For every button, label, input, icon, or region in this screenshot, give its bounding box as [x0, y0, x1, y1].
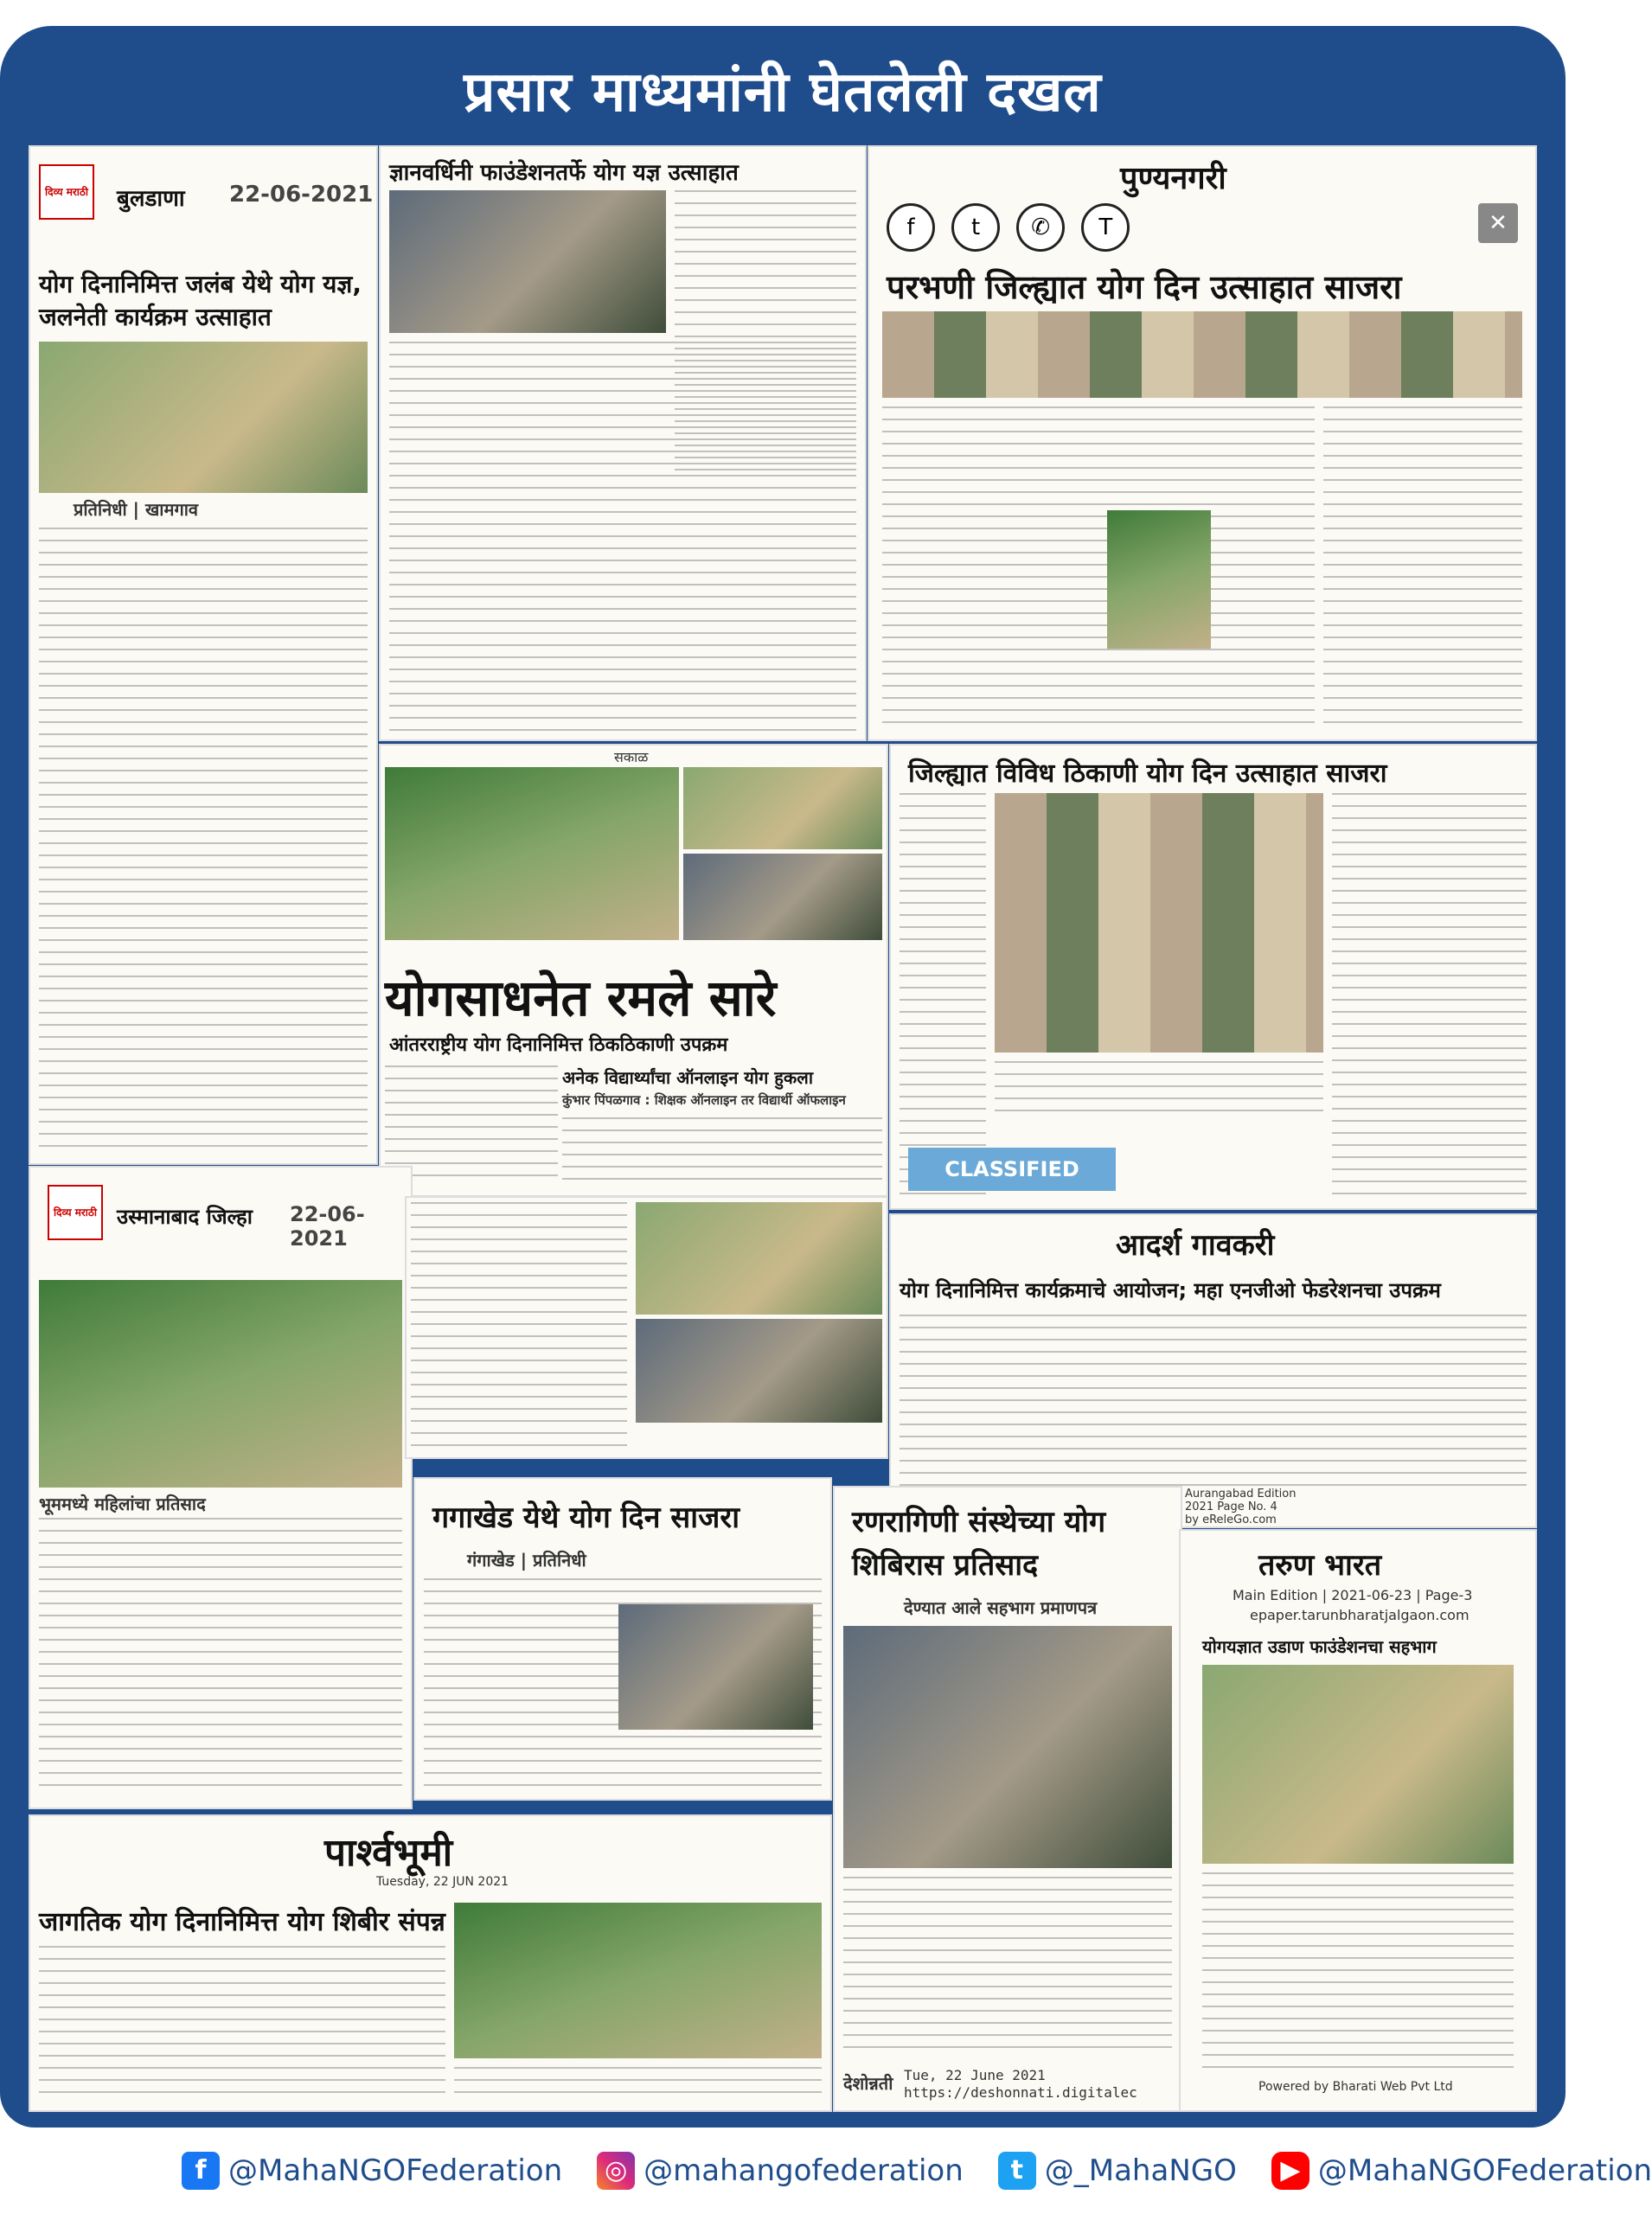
- clip9-brand: देशोन्नती: [843, 2073, 893, 2094]
- clip4b-body: [411, 1202, 627, 1453]
- clip4-photo-1: [385, 767, 679, 940]
- clip10-headline: योगयज्ञात उडाण फाउंडेशनचा सहभाग: [1202, 1636, 1437, 1657]
- clipping-gangakhed: [415, 1479, 830, 1799]
- clip5-body-left: [900, 793, 986, 1200]
- clip9-footer-url[interactable]: https://deshonnati.digitalec: [904, 2084, 1137, 2101]
- clip1-date: 22-06-2021: [229, 182, 374, 208]
- clipping-divya-marathi-buldhana: [30, 147, 376, 1163]
- clip4b-photo-2: [636, 1319, 882, 1423]
- facebook-share-icon[interactable]: f: [887, 203, 935, 252]
- clip9-photo: [843, 1626, 1172, 1868]
- clip7-edition: Aurangabad Edition: [1185, 1488, 1297, 1501]
- clipping-dnyanvardhini: [381, 147, 865, 739]
- clipping-sakal-continued: [407, 1198, 887, 1457]
- clip4-sub2: अनेक विद्यार्थ्यांचा ऑनलाइन योग हुकला: [562, 1067, 814, 1088]
- clip1-location: बुलडाणा: [117, 186, 185, 212]
- facebook-icon[interactable]: f: [182, 2152, 220, 2190]
- clip3-photo-yoga: [1107, 510, 1211, 649]
- clipping-adarsh-gavkari: [891, 1215, 1535, 1526]
- divya-marathi-logo-2: दिव्य मराठी: [48, 1185, 103, 1240]
- text-share-icon[interactable]: T: [1081, 203, 1130, 252]
- youtube-icon[interactable]: ▶: [1271, 2152, 1309, 2190]
- clip4-brand: सकाळ: [614, 749, 649, 765]
- clip6-date: 22-06-2021: [290, 1202, 365, 1251]
- clip9-body-text: [843, 1877, 1172, 2058]
- clip6-byline: भूममध्ये महिलांचा प्रतिसाद: [39, 1494, 206, 1514]
- clip3-share-icons: [887, 203, 1142, 252]
- clip4-body-left: [385, 1065, 558, 1187]
- clip9-subhead: देण्यात आले सहभाग प्रमाणपत्र: [904, 1597, 1098, 1618]
- facebook-handle[interactable]: @MahaNGOFederation: [228, 2153, 563, 2188]
- clip6-body-text: [39, 1518, 402, 1795]
- clip11-photo: [454, 1903, 822, 2058]
- clip9-footer-date: Tue, 22 June 2021: [904, 2067, 1046, 2083]
- divya-marathi-logo: दिव्य मराठी: [39, 164, 94, 220]
- clip5-photo-grid: [995, 793, 1323, 1053]
- clip1-headline: योग दिनानिमित्त जलंब येथे योग यज्ञ, जलनेती कार्यक्रम उत्साहात: [39, 270, 362, 331]
- clip6-photo: [39, 1280, 402, 1488]
- clip10-edition: Main Edition | 2021-06-23 | Page-3: [1233, 1587, 1473, 1603]
- clip8-photo: [618, 1604, 813, 1730]
- clip8-headline: गगाखेड येथे योग दिन साजरा: [432, 1501, 740, 1535]
- clip3-headline: परभणी जिल्ह्यात योग दिन उत्साहात साजरा: [887, 268, 1402, 306]
- youtube-handle[interactable]: @MahaNGOFederation: [1317, 2153, 1652, 2188]
- clip6-location: उस्मानाबाद जिल्हा: [117, 1205, 253, 1229]
- clip10-url[interactable]: epaper.tarunbharatjalgaon.com: [1250, 1607, 1470, 1623]
- clip3-body-text-right: [1323, 406, 1522, 726]
- clip5-classified-banner: CLASSIFIED: [908, 1148, 1116, 1191]
- clip10-body-text: [1202, 1872, 1514, 2071]
- clipping-divya-marathi-osmanabad: [30, 1168, 411, 1808]
- clip11-caption: [454, 2067, 822, 2102]
- clip2-photo: [389, 190, 666, 333]
- clip4b-photo-1: [636, 1202, 882, 1315]
- twitter-handle[interactable]: @_MahaNGO: [1044, 2153, 1237, 2188]
- instagram-icon[interactable]: ◎: [597, 2152, 635, 2190]
- clip3-body-text: [882, 406, 1315, 726]
- clip10-photo: [1202, 1665, 1514, 1864]
- clipping-district-yoga-day: [891, 745, 1535, 1208]
- clip5-body-center: [995, 1061, 1323, 1113]
- page-title: प्रसार माध्यमांनी घेतलेली दखल: [464, 61, 1102, 125]
- clip11-body-text: [39, 1946, 445, 2102]
- clipping-sakal: [381, 745, 887, 1195]
- clip4-body-right: [562, 1117, 882, 1187]
- clipping-parshvabhumi: [30, 1816, 830, 2110]
- instagram-handle[interactable]: @mahangofederation: [644, 2153, 964, 2188]
- clip4-sub2b: कुंभार पिंपळगाव : शिक्षक ऑनलाइन तर विद्यार्थी ऑफलाइन: [562, 1092, 846, 1108]
- clip5-body-right: [1332, 793, 1527, 1200]
- clip4-headline: योगसाधनेत रमले सारे: [385, 969, 777, 1027]
- clipping-punyanagari: [869, 147, 1535, 739]
- clip3-photo-strip: [882, 311, 1522, 398]
- clip4-photo-2: [683, 767, 882, 849]
- twitter-icon[interactable]: t: [998, 2152, 1036, 2190]
- clip1-photo: [39, 342, 368, 493]
- clip5-headline: जिल्ह्यात विविध ठिकाणी योग दिन उत्साहात साजरा: [908, 758, 1387, 789]
- clip7-brand: आदर्श गावकरी: [1116, 1228, 1275, 1263]
- clip2-body-text: [389, 342, 856, 731]
- clip7-body-text: [900, 1315, 1527, 1488]
- clip1-byline: प्रतिनिधी | खामगाव: [74, 499, 199, 520]
- clipping-tarun-bharat: [1181, 1531, 1535, 2110]
- twitter-share-icon[interactable]: t: [951, 203, 1000, 252]
- clip11-date: Tuesday, 22 JUN 2021: [376, 1875, 509, 1889]
- whatsapp-share-icon[interactable]: ✆: [1016, 203, 1065, 252]
- social-footer: [182, 2145, 1652, 2197]
- clip2-headline: ज्ञानवर्धिनी फाउंडेशनतर्फे योग यज्ञ उत्साहात: [389, 160, 739, 186]
- clip7-headline: योग दिनानिमित्त कार्यक्रमाचे आयोजन; महा एनजीओ फेडरेशनचा उपक्रम: [900, 1278, 1441, 1302]
- clip9-headline: रणरागिणी संस्थेच्या योग शिबिरास प्रतिसाद: [852, 1505, 1106, 1583]
- clip10-footer: Powered by Bharati Web Pvt Ltd: [1258, 2080, 1453, 2094]
- clip7-edition3: by eReleGo.com: [1185, 1513, 1277, 1526]
- close-icon[interactable]: ✕: [1478, 203, 1518, 243]
- clip7-edition2: 2021 Page No. 4: [1185, 1501, 1277, 1513]
- clip4-subhead: आंतरराष्ट्रीय योग दिनानिमित्त ठिकठिकाणी उपक्रम: [389, 1034, 728, 1056]
- clip1-body-text: [39, 528, 368, 1150]
- clip11-brand: पार्श्वभूमी: [324, 1831, 453, 1875]
- clipping-ranragini: [835, 1488, 1181, 2110]
- clip4-photo-3: [683, 854, 882, 940]
- clip11-headline: जागतिक योग दिनानिमित्त योग शिबीर संपन्न: [39, 1907, 445, 1937]
- clip10-brand: तरुण भारत: [1258, 1548, 1382, 1583]
- clip8-byline: गंगाखेड | प्रतिनिधी: [467, 1550, 586, 1571]
- clip3-brand: पुण्यनगरी: [1120, 161, 1226, 196]
